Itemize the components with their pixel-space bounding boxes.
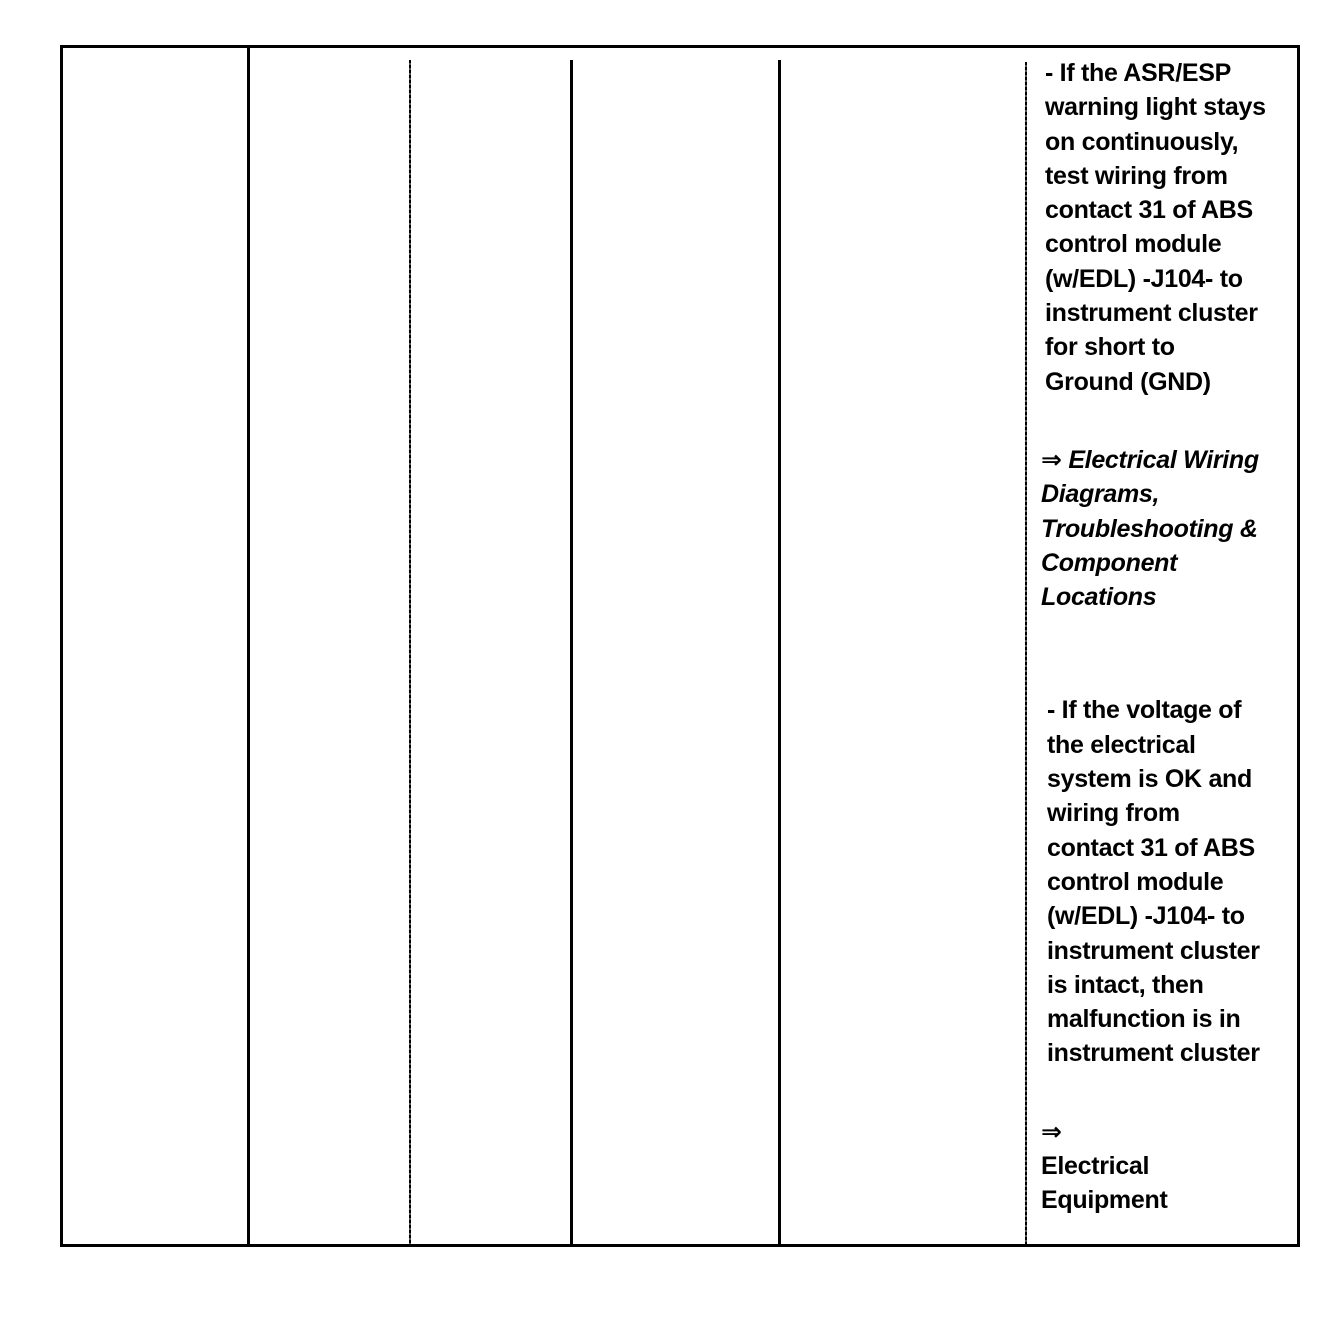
- column-divider: [570, 60, 573, 1244]
- column-divider: [247, 48, 250, 1244]
- notes-cell: [1033, 56, 1288, 1218]
- note-voltage-ok: - If the voltage of the electrical system is OK and wiring from contact 31 of ABS control module (w/EDL) -J104- to instrument cluster is intact, then malfunction is in instrument cluster: [1047, 696, 1260, 1068]
- reference-wiring-diagrams: [1041, 443, 1288, 614]
- arrow-right-icon: ⇒: [1041, 1117, 1062, 1146]
- reference-link-wiring[interactable]: Electrical Wiring Diagrams, Troubleshooting & Component Locations: [1041, 445, 1259, 612]
- reference-link-equipment[interactable]: Electrical Equipment: [1041, 1152, 1168, 1215]
- column-divider: [778, 60, 781, 1244]
- reference-electrical-equipment: [1041, 1115, 1288, 1218]
- note-asr-esp-warning: - If the ASR/ESP warning light stays on continuously, test wiring from contact 31 of ABS control module (w/EDL) -J104- to instrument cluster for short to Ground (GND): [1045, 59, 1266, 396]
- column-divider: [1025, 62, 1027, 1244]
- column-divider: [409, 60, 411, 1244]
- document-table: [60, 45, 1300, 1247]
- arrow-right-icon: ⇒: [1041, 445, 1062, 474]
